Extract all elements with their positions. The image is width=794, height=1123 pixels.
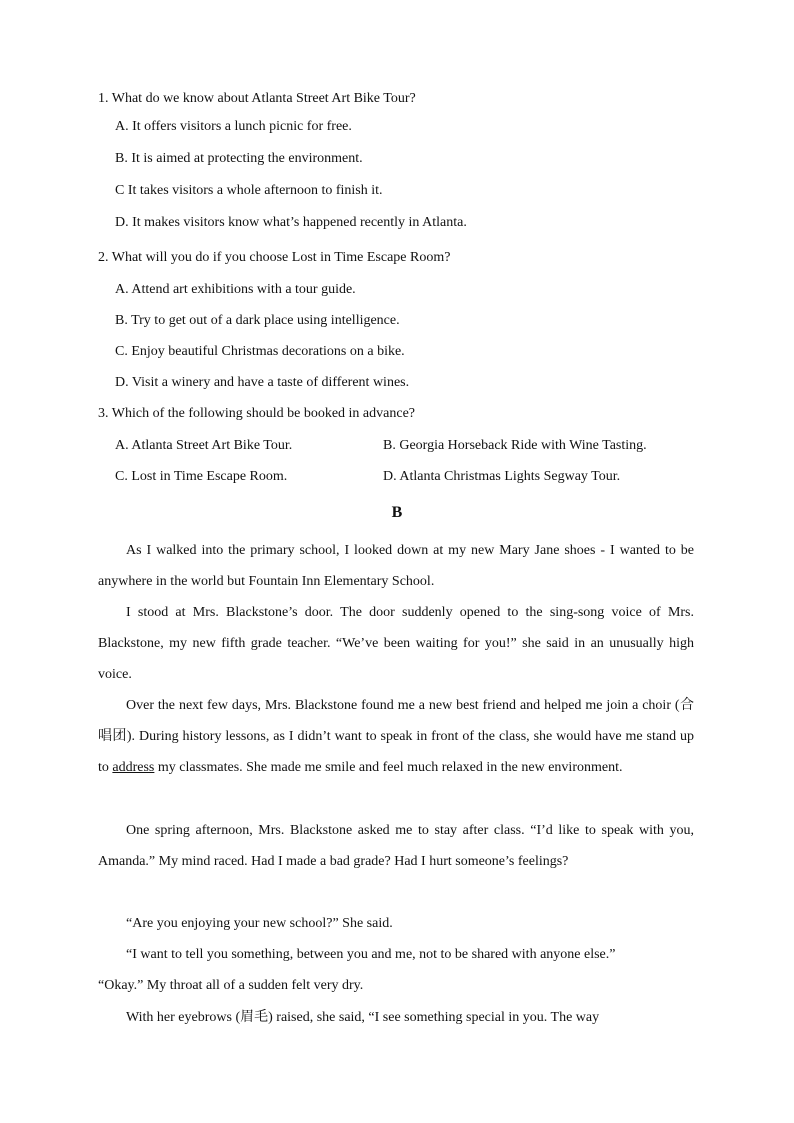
passage-paragraph-5: “Are you enjoying your new school?” She said. xyxy=(126,916,393,931)
question-3-option-a: A. Atlanta Street Art Bike Tour. xyxy=(115,438,293,453)
section-heading: B xyxy=(391,504,403,521)
question-2-stem: 2. What will you do if you choose Lost in Time Escape Room? xyxy=(98,250,451,265)
underlined-word-address: address xyxy=(112,760,155,775)
question-3-option-d: D. Atlanta Christmas Lights Segway Tour. xyxy=(383,469,621,484)
passage-paragraph-3-part-1: Over the next few days, Mrs. Blackstone found me a new best friend and helped me join a choir (合唱团). During history lessons, as I didn’t want to speak in front of the class, she would have me stand up to xyxy=(98,698,694,775)
passage-paragraph-1: As I walked into the primary school, I looked down at my new Mary Jane shoes - I wanted to be anywhere in the world but Fountain Inn Elementary School. xyxy=(98,543,694,589)
passage-paragraph-3 xyxy=(98,690,694,783)
passage-paragraph-3-part-2: my classmates. She made me smile and feel much relaxed in the new environment. xyxy=(154,760,623,775)
question-3-stem: 3. Which of the following should be booked in advance? xyxy=(98,406,415,421)
question-1-option-a: A. It offers visitors a lunch picnic for free. xyxy=(115,119,352,134)
passage-paragraph-8: With her eyebrows (眉毛) raised, she said, “I see something special in you. The way xyxy=(126,1010,600,1025)
question-1-option-d: D. It makes visitors know what’s happened recently in Atlanta. xyxy=(115,215,467,230)
question-2-option-b: B. Try to get out of a dark place using intelligence. xyxy=(115,313,400,328)
passage-paragraph-6: “I want to tell you something, between you and me, not to be shared with anyone else.” xyxy=(126,947,616,962)
question-2-option-c: C. Enjoy beautiful Christmas decorations on a bike. xyxy=(115,344,405,359)
question-2-option-d: D. Visit a winery and have a taste of different wines. xyxy=(115,375,410,390)
passage-paragraph-4: One spring afternoon, Mrs. Blackstone asked me to stay after class. “I’d like to speak with you, Amanda.” My mind raced. Had I made a bad grade? Had I hurt someone’s feelings? xyxy=(98,823,694,869)
question-2-option-a: A. Attend art exhibitions with a tour guide. xyxy=(115,282,356,297)
question-1-stem: 1. What do we know about Atlanta Street Art Bike Tour? xyxy=(98,91,416,106)
passage-paragraph-7: “Okay.” My throat all of a sudden felt very dry. xyxy=(98,978,364,993)
question-1-option-c: C It takes visitors a whole afternoon to finish it. xyxy=(115,183,383,198)
question-3-option-b: B. Georgia Horseback Ride with Wine Tasting. xyxy=(383,438,647,453)
question-3-option-c: C. Lost in Time Escape Room. xyxy=(115,469,288,484)
passage-paragraph-2: I stood at Mrs. Blackstone’s door. The door suddenly opened to the sing-song voice of Mrs. Blackstone, my new fifth grade teacher. “We’ve been waiting for you!” she said in an unusually high voice. xyxy=(98,605,694,682)
question-1-option-b: B. It is aimed at protecting the environment. xyxy=(115,151,363,166)
